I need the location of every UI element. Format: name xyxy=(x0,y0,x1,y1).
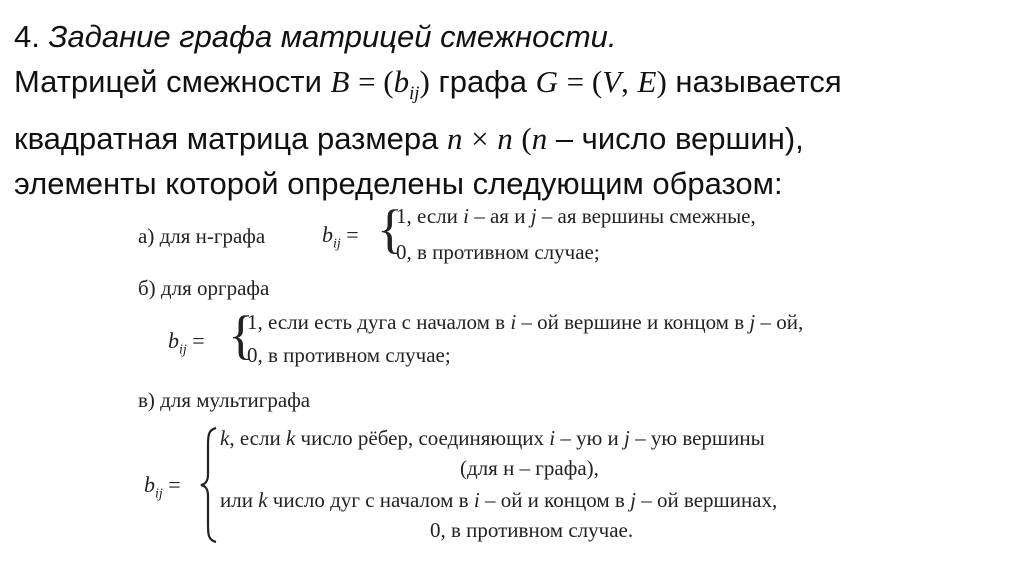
case-a-row1-post: – ая вершины смежные, xyxy=(541,204,756,228)
case-b-var: b xyxy=(168,328,179,353)
case-c-row3-k: k xyxy=(258,488,268,512)
graph-symbol: G xyxy=(535,64,558,99)
size-suffix: – число вершин), xyxy=(555,121,804,157)
case-c-eq: = xyxy=(168,472,181,497)
case-c-row1-mid2: – ую и xyxy=(560,426,619,450)
case-b-lhs xyxy=(168,328,205,358)
case-c-row3-i: i xyxy=(473,488,480,512)
vertex-set: V xyxy=(602,64,622,99)
case-a-row1-pre: 1, если xyxy=(396,204,458,228)
case-b-row1-pre: 1, если есть дуга с началом в xyxy=(247,310,506,334)
case-c-var: b xyxy=(144,472,155,497)
n-symbol-1: n xyxy=(447,121,463,157)
case-c-row3-post: – ой вершинах, xyxy=(641,488,778,512)
case-c-index: ij xyxy=(155,486,163,502)
case-a-brace: { xyxy=(377,199,403,259)
case-c-row3-j: j xyxy=(630,488,636,512)
case-a-row1 xyxy=(396,204,756,229)
size-prefix: квадратная матрица размера xyxy=(14,121,439,157)
case-b-row1-mid: – ой вершине и концом в xyxy=(521,310,745,334)
case-a-row1-i: i xyxy=(463,204,469,228)
close-paren: ) xyxy=(419,64,430,99)
case-c-brace xyxy=(198,426,220,544)
case-c-row1-k2: k xyxy=(285,426,296,450)
definition-line-3: элементы которой определены следующим образом: xyxy=(14,166,783,202)
graph-word: графа xyxy=(438,64,527,99)
case-c-row1-k: k xyxy=(220,426,230,450)
case-a-row1-mid: – ая и xyxy=(474,204,526,228)
case-a-var: b xyxy=(322,222,333,247)
case-c-row3-mid2: – ой и концом в xyxy=(484,488,625,512)
case-c-row1-i: i xyxy=(549,426,556,450)
close-paren-2: ) xyxy=(656,64,667,99)
definition-line-1 xyxy=(14,59,1014,116)
title-number: 4. xyxy=(14,19,40,54)
case-c-row1-mid: число рёбер, соединяющих xyxy=(300,426,544,450)
definition-line-2 xyxy=(14,116,1014,161)
equals-open-2: = ( xyxy=(566,64,603,99)
case-a-row1-j: j xyxy=(530,204,537,228)
case-a-lhs xyxy=(322,222,359,252)
times-sign: × xyxy=(471,121,489,157)
case-c-row2: (для н – графа), xyxy=(460,456,599,480)
case-b-row1-i: i xyxy=(510,310,517,334)
case-a-eq: = xyxy=(346,222,359,247)
case-c-row3-mid: число дуг с началом в xyxy=(272,488,469,512)
case-b-index: ij xyxy=(179,342,187,358)
case-c-row3 xyxy=(220,488,777,513)
slide-title xyxy=(14,14,1014,59)
formula-image xyxy=(130,200,990,560)
definition-prefix: Матрицей смежности xyxy=(14,64,322,99)
case-a-index: ij xyxy=(333,236,341,252)
n-symbol-2: n xyxy=(497,121,513,157)
definition-suffix: называется xyxy=(675,64,842,99)
case-c-row1 xyxy=(220,426,765,451)
case-c-row1-pre: , если xyxy=(229,426,281,450)
matrix-symbol: B xyxy=(330,64,350,99)
edge-set: E xyxy=(637,64,657,99)
slide-header xyxy=(14,14,1014,206)
case-b-row1 xyxy=(247,310,803,335)
matrix-element-index: ij xyxy=(409,83,420,105)
case-c-row1-j: j xyxy=(624,426,630,450)
case-c-row3-pre: или xyxy=(220,488,253,512)
case-b-row1-post: – ой, xyxy=(760,310,804,334)
case-c-row4: 0, в противном случае. xyxy=(430,518,634,542)
case-b-eq: = xyxy=(192,328,205,353)
case-b-row1-j: j xyxy=(749,310,756,334)
case-b-label: б) для орграфа xyxy=(138,276,270,300)
case-c-label: в) для мультиграфа xyxy=(138,388,311,412)
matrix-element: b xyxy=(393,64,410,99)
case-a-row2: 0, в противном случае; xyxy=(396,240,600,264)
n-symbol-3: n xyxy=(531,121,548,157)
case-c-row1-post: – ую вершины xyxy=(635,426,765,450)
case-c-lhs xyxy=(144,472,181,502)
case-b-brace: { xyxy=(228,305,254,365)
case-a-label: а) для н-графа xyxy=(138,224,266,248)
title-text: Задание графа матрицей смежности. xyxy=(48,19,617,54)
equals-open: = ( xyxy=(358,64,394,99)
case-b-row2: 0, в противном случае; xyxy=(247,343,451,367)
open-paren: ( xyxy=(521,121,532,157)
comma: , xyxy=(621,64,629,99)
